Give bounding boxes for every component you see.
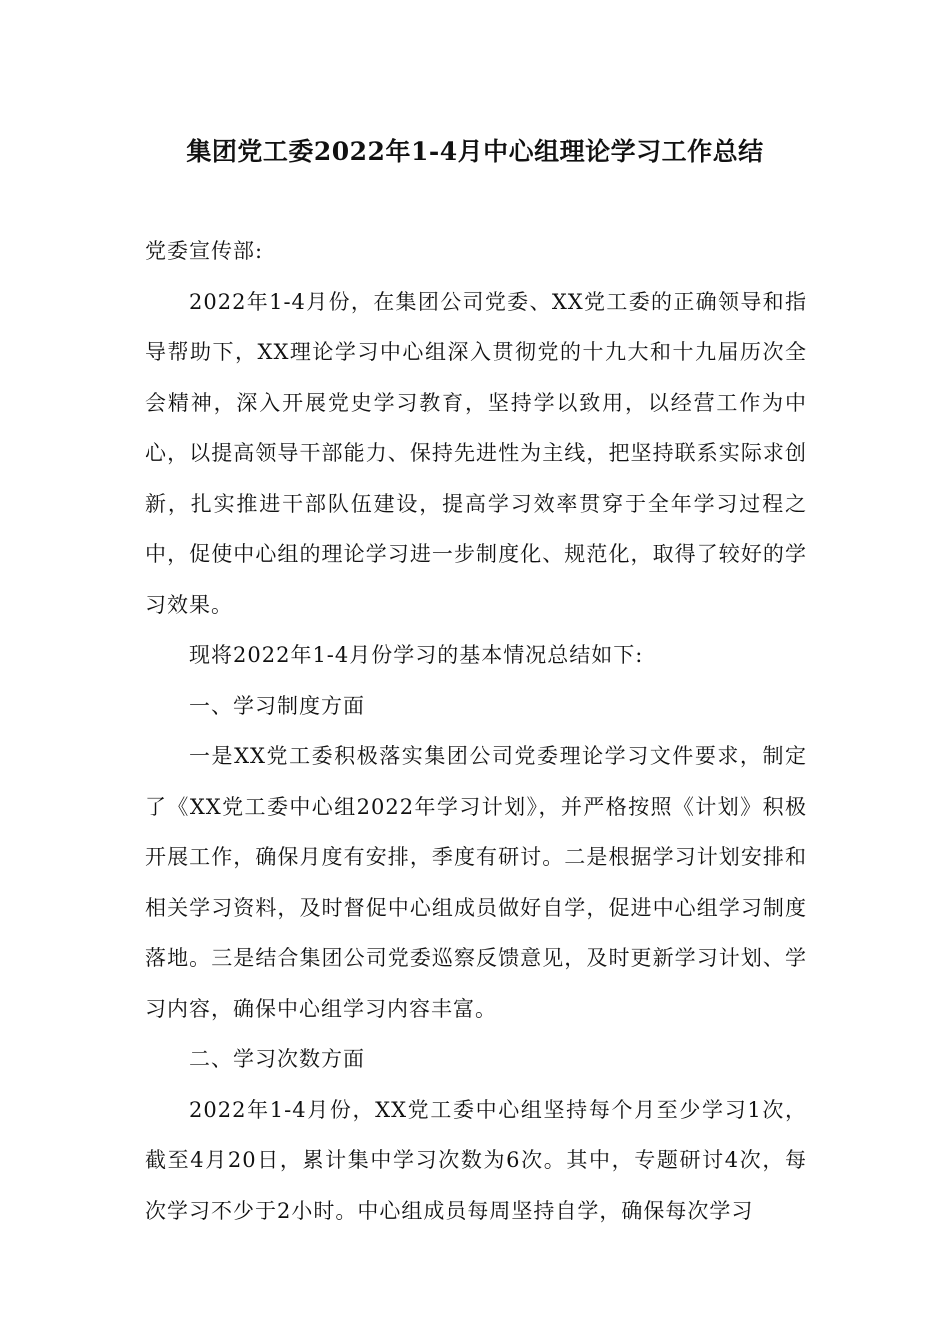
document-body [145,226,807,1236]
intro-paragraph: 2022年1-4月份，在集团公司党委、XX党工委的正确领导和指导帮助下，XX理论学习中心组深入贯彻党的十九大和十九届历次全会精神，深入开展党史学习教育，坚持学以致用，以经营工作为中心，以提高领导干部能力、保持先进性为主线，把坚持联系实际求创新，扎实推进干部队伍建设，提高学习效率贯穿于全年学习过程之中，促使中心组的理论学习进一步制度化、规范化，取得了较好的学习效果。 [145,289,807,617]
salutation: 党委宣传部: [145,239,264,263]
section-heading-study-frequency: 二、学习次数方面 [189,1047,365,1071]
document-title: 集团党工委2022年1-4月中心组理论学习工作总结 [186,137,764,166]
section-heading-study-system: 一、学习制度方面 [189,693,365,718]
study-system-paragraph: 一是XX党工委积极落实集团公司党委理论学习文件要求，制定了《XX党工委中心组2022年学习计划》，并严格按照《计划》积极开展工作，确保月度有安排，季度有研讨。二是根据学习计划安排和相关学习资料，及时督促中心组成员做好自学，促进中心组学习制度落地。三是结合集团公司党委巡察反馈意见，及时更新学习计划、学习内容，确保中心组学习内容丰富。 [145,744,807,1021]
summary-lead-paragraph: 现将2022年1-4月份学习的基本情况总结如下: [189,643,644,667]
study-frequency-paragraph: 2022年1-4月份，XX党工委中心组坚持每个月至少学习1次，截至4月20日，累计集中学习次数为6次。其中，专题研讨4次，每次学习不少于2小时。中心组成员每周坚持自学，确保每次学习 [145,1097,807,1223]
